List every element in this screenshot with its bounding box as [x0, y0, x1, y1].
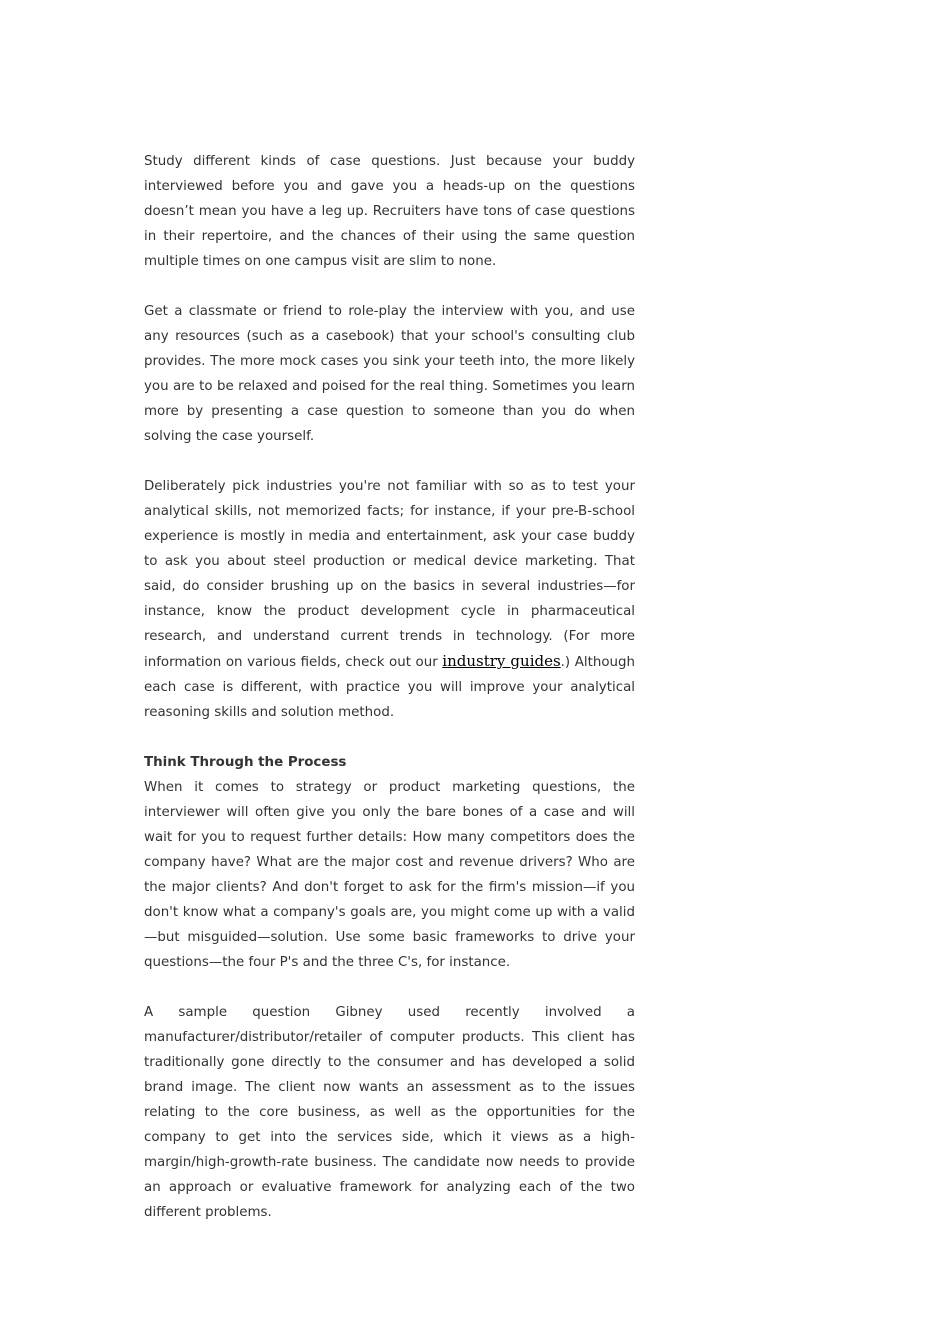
paragraph-role-play: Get a classmate or friend to role-play the interview with you, and use any resources (such as a casebook) that your school's consulting club provides. The more mock cases you sink your teeth into, the more likely you are to be relaxed and poised for the real thing. Sometimes you learn more by presenting a case question to someone than you do when solving the case yourself.	[144, 304, 635, 444]
paragraph-industries	[144, 474, 635, 725]
article-body	[144, 149, 635, 1225]
industry-guides-link[interactable]: industry guides	[442, 652, 561, 670]
paragraph-industries-text-after: .) Although each case is different, with practice you will improve your analytical reasoning skills and solution method.	[144, 655, 635, 720]
paragraph-strategy-questions: When it comes to strategy or product marketing questions, the interviewer will often give you only the bare bones of a case and will wait for you to request further details: How many competitors does the company have? What are the major cost and revenue drivers? Who are the major clients? And don't forget to ask for the firm's mission—if you don't know what a company's goals are, you might come up with a valid—but misguided—solution. Use some basic frameworks to drive your questions—the four P's and the three C's, for instance.	[144, 780, 635, 970]
paragraph-case-questions: Study different kinds of case questions. Just because your buddy interviewed before you and gave you a heads-up on the questions doesn’t mean you have a leg up. Recruiters have tons of case questions in their repertoire, and the chances of their using the same question multiple times on one campus visit are slim to none.	[144, 154, 635, 269]
section-heading: Think Through the Process	[144, 755, 347, 770]
paragraph-industries-text-before: Deliberately pick industries you're not familiar with so as to test your analytical skills, not memorized facts; for instance, if your pre-B-school experience is mostly in media and entertainment, ask your case buddy to ask you about steel production or medical device marketing. That said, do consider brushing up on the basics in several industries—for instance, know the product development cycle in pharmaceutical research, and understand current trends in technology. (For more information on various fields, check out our	[144, 479, 635, 670]
paragraph-sample-question: A sample question Gibney used recently involved a manufacturer/distributor/retailer of computer products. This client has traditionally gone directly to the consumer and has developed a solid brand image. The client now wants an assessment as to the issues relating to the core business, as well as the opportunities for the company to get into the services side, which it views as a high-margin/high-growth-rate business. The candidate now needs to provide an approach or evaluative framework for analyzing each of the two different problems.	[144, 1005, 635, 1220]
